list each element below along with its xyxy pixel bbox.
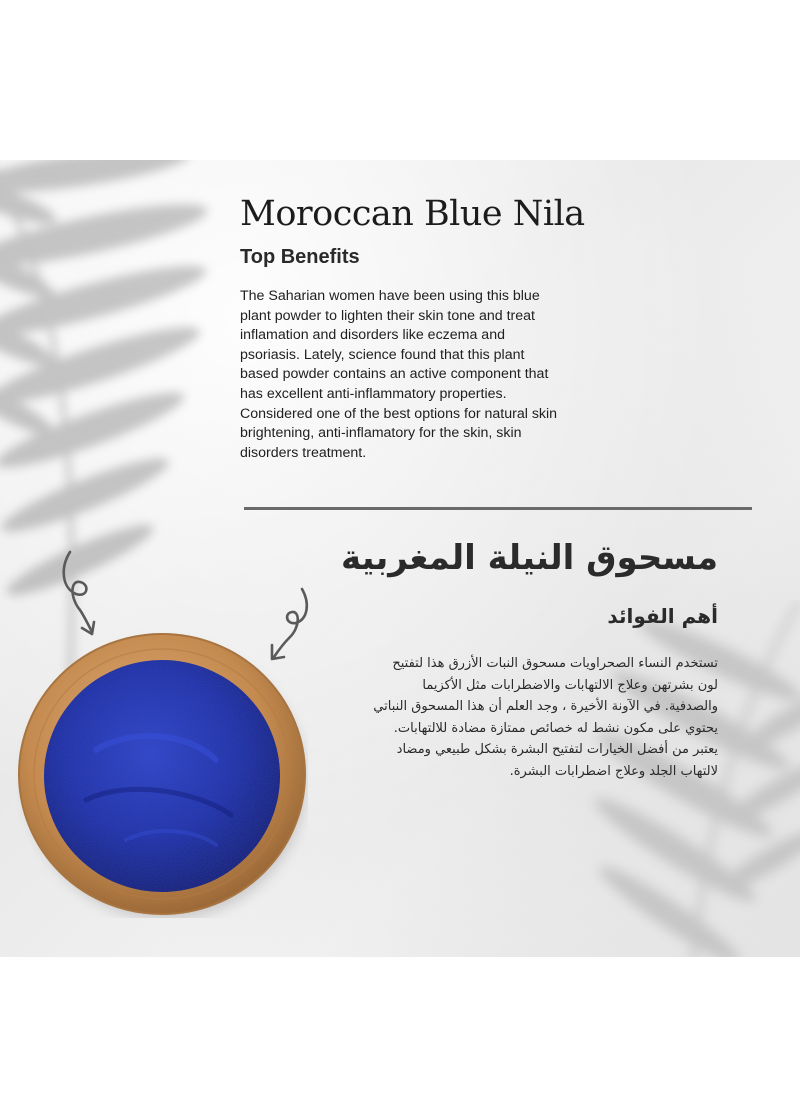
- product-info-panel: [0, 160, 800, 957]
- english-benefits-heading: Top Benefits: [240, 246, 360, 268]
- arabic-benefits-description: تستخدم النساء الصحراويات مسحوق النبات الأزرق هذا لتفتيح لون بشرتهن وعلاج الالتهابات والاضطرابات مثل الأكزيما والصدفية. في الآونة الأخيرة ، وجد العلم أن هذا المسحوق النباتي يحتوي على مكون نشط له خصائص ممتازة مضادة للالتهابات. يعتبر من أفضل الخيارات لتفتيح البشرة بشكل طبيعي ومضاد لالتهاب الجلد وعلاج اضطرابات البشرة.: [373, 656, 718, 779]
- fern-shadow-decoration: [0, 160, 260, 700]
- arabic-product-title: مسحوق النيلة المغربية: [340, 538, 718, 578]
- curly-arrow-down-icon: [52, 548, 110, 638]
- english-benefits-description: The Saharian women have been using this blue plant powder to lighten their skin tone and treat inflamation and disorders like eczema and psoriasis. Lately, science found that this plant based powder contains an active component that has excellent anti-inflammatory properties. Considered one of the best options for natural skin brightening, anti-inflamatory for the skin, skin disorders treatment.: [240, 288, 558, 461]
- english-product-title: Moroccan Blue Nila: [240, 194, 585, 234]
- blue-powder-bowl-image: [16, 630, 308, 918]
- section-divider: [244, 507, 752, 510]
- arabic-benefits-heading: أهم الفوائد: [607, 604, 718, 628]
